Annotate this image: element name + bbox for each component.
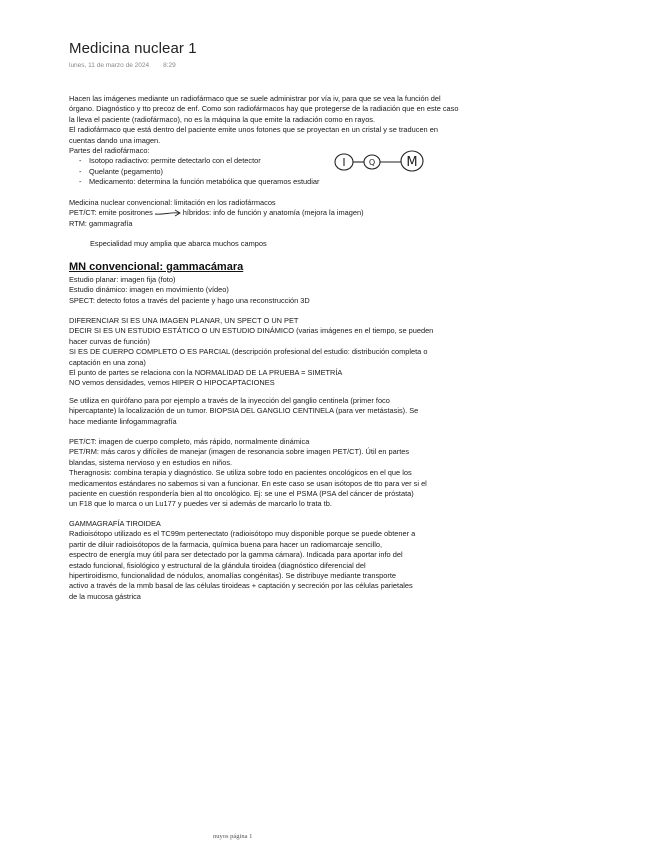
tiroides-line: hipertiroidismo, funcionalidad de nódulos, anomalías congénitas). Se distribuye mediante transporte bbox=[69, 571, 397, 581]
sketch-label-i: I bbox=[342, 156, 346, 169]
especialidad-text: Especialidad muy amplia que abarca muchos campos bbox=[90, 239, 267, 248]
sketch-label-q: Q bbox=[368, 158, 376, 167]
petct-line: Theragnosis: combina terapia y diagnóstico. Se utiliza sobre todo en pacientes oncológicos en el que los bbox=[69, 468, 412, 478]
note-date: lunes, 11 de marzo de 2024 bbox=[69, 62, 150, 69]
tiroides-heading: GAMMAGRAFÍA TIROIDEA bbox=[69, 519, 161, 528]
quirofano-line: Se utiliza en quirófano para por ejemplo a través de la inyección del ganglio centinela (primer foco bbox=[69, 396, 390, 405]
diferenciar-line: hacer curvas de función) bbox=[69, 336, 150, 346]
mn-section bbox=[69, 275, 449, 306]
quirofano-section bbox=[69, 396, 429, 427]
list-item: - Quelante (pegamento) bbox=[79, 167, 464, 177]
mn-line: SPECT: detecto fotos a través del paciente y hago una reconstrucción 3D bbox=[69, 295, 310, 305]
petct-line: blandas, sistema nervioso y en estudios en niños. bbox=[69, 457, 233, 467]
sketch-label-m: M bbox=[406, 155, 418, 170]
limits-section bbox=[69, 198, 429, 229]
petct-line: un F18 que lo marca o un Lu177 y puedes ver si además de marcarlo lo trata tb. bbox=[69, 499, 332, 509]
intro-line: órgano. Diagnóstico y tto precoz de enf. Como son radiofármacos hay que protegerse de la radiación que en este caso bbox=[69, 104, 459, 114]
intro-line: Hacen las imágenes mediante un radiofármaco que se suele administrar por vía iv, para que se vea la función del bbox=[69, 94, 441, 103]
tiroides-line: Radioisótopo utilizado es el TC99m pertenectato (radioisótopo muy disponible porque se puede obtener a bbox=[69, 529, 416, 539]
note-timestamp bbox=[69, 62, 176, 69]
petct-line: medicamentos estándares no sabemos si van a funcionar. En este caso se usan isótopos de tto para ver si el bbox=[69, 478, 427, 488]
intro-line: Partes del radiofármaco: bbox=[69, 146, 150, 156]
diferenciar-line: SI ES DE CUERPO COMPLETO O ES PARCIAL (descripción profesional del estudio: distribución completa o bbox=[69, 347, 428, 357]
diferenciar-line: NO vemos densidades, vemos HIPER O HIPOCAPTACIONES bbox=[69, 378, 275, 388]
petct-section bbox=[69, 437, 431, 510]
tiroides-line: estado funcional, fisiológico y estructural de la glándula tiroidea (diagnóstico diferencial del bbox=[69, 560, 366, 570]
list-item: - Medicamento: determina la función metabólica que queramos estudiar bbox=[79, 177, 464, 187]
page-title: Medicina nuclear 1 bbox=[69, 40, 197, 57]
diferenciar-section bbox=[69, 316, 439, 389]
arrow-right-icon bbox=[153, 208, 183, 218]
diferenciar-line: El punto de partes se relaciona con la NORMALIDAD DE LA PRUEBA = SIMETRÍA bbox=[69, 368, 343, 378]
tiroides-line: activo a través de la mmb basal de las células tiroideas + captación y secreción por las células parietales bbox=[69, 581, 413, 591]
list-item: - Isotopo radiactivo: permite detectarlo con el detector bbox=[79, 156, 464, 166]
tiroides-line: partir de diluir radioisótopos de la farmacia, química buena para hacer un radiomarcaje sencillo, bbox=[69, 539, 383, 549]
page-footer: nuyos página 1 bbox=[213, 833, 253, 840]
diferenciar-line: DIFERENCIAR SI ES UNA IMAGEN PLANAR, UN SPECT O UN PET bbox=[69, 316, 299, 325]
pet-line bbox=[69, 208, 429, 218]
quirofano-line: hipercaptante) la localización de un tumor. BIOPSIA DEL GANGLIO CENTINELA (para ver metástasis). Se bbox=[69, 406, 419, 416]
tiroides-section bbox=[69, 519, 434, 602]
intro-line: El radiofármaco que está dentro del paciente emite unos fotones que se proyectan en un cristal y se traducen en bbox=[69, 125, 438, 135]
pet-label: PET/CT: emite positrones bbox=[69, 208, 153, 218]
handwritten-radiofarmaco-sketch bbox=[330, 145, 430, 179]
tiroides-line: espectro de energía muy útil para ser detectado por la gamma cámara). Indicada para aportar info del bbox=[69, 550, 403, 560]
quirofano-line: hace mediante linfogammagrafía bbox=[69, 416, 177, 426]
diferenciar-line: DECIR SI ES UN ESTUDIO ESTÁTICO O UN ESTUDIO DINÁMICO (varias imágenes en el tiempo, se pueden bbox=[69, 326, 434, 336]
especialidad-note bbox=[90, 239, 267, 249]
tiroides-line: de la mucosa gástrica bbox=[69, 591, 141, 601]
intro-line: la lleva el paciente (radiofármaco), no es la máquina la que emite la radiación como en rayos. bbox=[69, 114, 376, 124]
diferenciar-line: captación en una zona) bbox=[69, 357, 146, 367]
mn-line: Estudio dinámico: imagen en movimiento (vídeo) bbox=[69, 285, 229, 295]
section-heading-mn-convencional: MN convencional: gammacámara bbox=[69, 261, 244, 273]
hybrid-label: híbridos: info de función y anatomía (mejora la imagen) bbox=[182, 208, 364, 218]
mn-line: Estudio planar: imagen fija (foto) bbox=[69, 275, 176, 284]
petct-line: paciente en cuestión respondería bien al tto oncológico. Ej: se une el PSMA (PSA del cáncer de próstata) bbox=[69, 489, 414, 499]
intro-line: cuentas dando una imagen. bbox=[69, 135, 161, 145]
rtm-line: RTM: gammagrafía bbox=[69, 218, 133, 228]
petct-line: PET/RM: más caros y difíciles de manejar (imagen de resonancia sobre imagen PET/CT). Útil en partes bbox=[69, 447, 410, 457]
petct-line: PET/CT: imagen de cuerpo completo, más rápido, normalmente dinámica bbox=[69, 437, 310, 446]
limits-line: Medicina nuclear convencional: limitación en los radiofármacos bbox=[69, 198, 276, 207]
note-time: 8:29 bbox=[163, 62, 176, 69]
